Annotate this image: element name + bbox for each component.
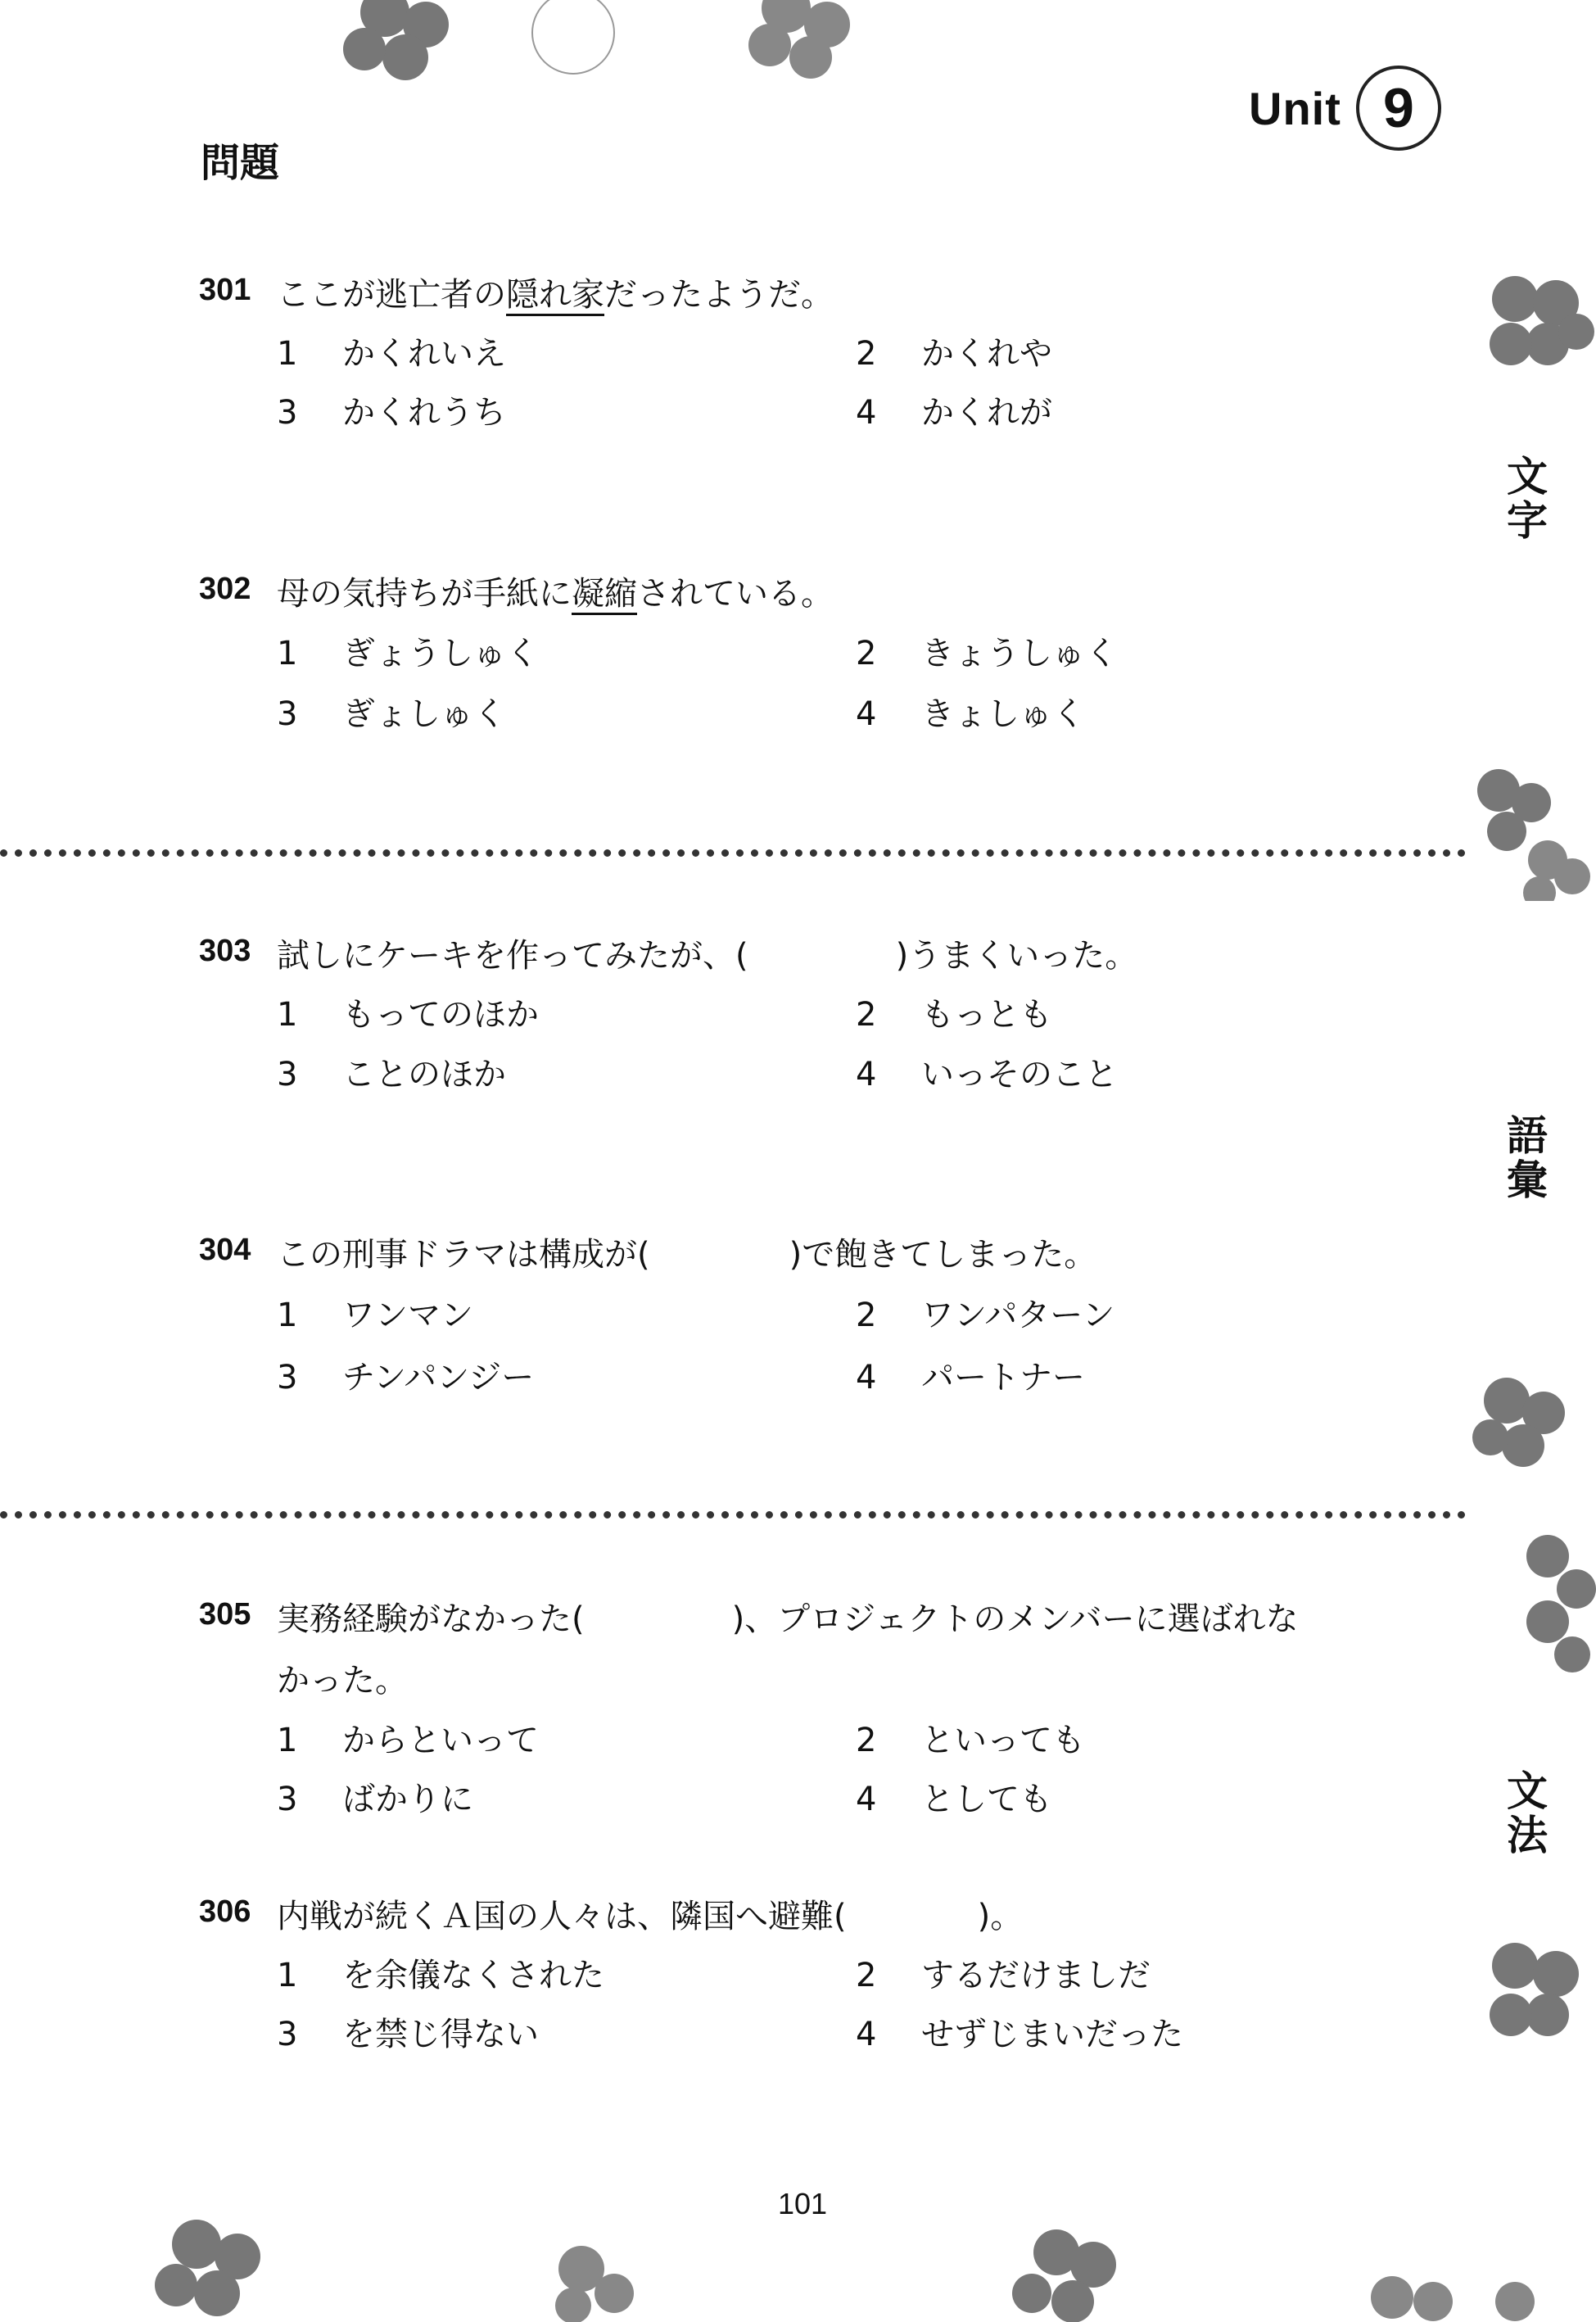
option[interactable]: 3 ぎょしゅく [277, 695, 506, 733]
question-number: 302 [199, 572, 251, 606]
option[interactable]: 1 ワンマン [277, 1297, 473, 1334]
option[interactable]: 1 を余儀なくされた [277, 1957, 604, 1994]
question-text: この刑事ドラマは構成が( )で飽きてしまった。 [277, 1236, 1097, 1274]
underlined-term: 凝縮 [572, 575, 637, 615]
section-label-char: 文 [1507, 1768, 1548, 1815]
section-label-char: 文 [1507, 453, 1548, 500]
question-text: 実務経験がなかった( )、プロジェクトのメンバーに選ばれな [277, 1600, 1299, 1638]
section-label-char: 語 [1507, 1112, 1548, 1160]
option[interactable]: 2 かくれや [856, 335, 1052, 373]
unit-number: 9 [1356, 66, 1441, 151]
option[interactable]: 1 もってのほか [277, 996, 539, 1034]
unit-header [1249, 66, 1441, 151]
section-label [1503, 1114, 1552, 1202]
option[interactable]: 3 ことのほか [277, 1056, 506, 1093]
option[interactable]: 4 パートナー [856, 1359, 1085, 1396]
option[interactable]: 4 かくれが [856, 394, 1052, 432]
option[interactable]: 3 ばかりに [277, 1781, 473, 1818]
unit-label: Unit [1249, 82, 1341, 134]
option[interactable]: 4 としても [856, 1781, 1052, 1818]
option[interactable]: 4 せずじまいだった [856, 2016, 1183, 2053]
flower-decoration-right-1 [1466, 262, 1596, 385]
flower-decoration-bottom [123, 2179, 1589, 2322]
question-text: 内戦が続くＡ国の人々は、隣国へ避難( )。 [277, 1898, 1024, 1935]
option[interactable]: 3 チンパンジー [277, 1359, 535, 1396]
flower-decoration-right-5 [1466, 1933, 1596, 2056]
section-tab-goi [1503, 1114, 1552, 1202]
option[interactable]: 1 からといって [277, 1722, 539, 1759]
page-title: 問題 [201, 140, 280, 186]
option[interactable]: 1 かくれいえ [277, 335, 506, 373]
flower-decoration-top [328, 0, 901, 123]
section-label [1503, 1769, 1552, 1858]
section-tab-bunpou [1503, 1769, 1552, 1858]
option[interactable]: 2 といっても [856, 1722, 1085, 1759]
option[interactable]: 3 かくれうち [277, 394, 506, 432]
option[interactable]: 4 いっそのこと [856, 1056, 1118, 1093]
question-number: 305 [199, 1597, 251, 1632]
section-label [1503, 455, 1552, 543]
option[interactable]: 4 きょしゅく [856, 695, 1085, 733]
option[interactable]: 2 もっとも [856, 996, 1052, 1034]
question-text: 試しにケーキを作ってみたが、( )うまくいった。 [277, 937, 1138, 975]
section-divider [0, 1511, 1466, 1519]
question-text-continued: かった。 [277, 1662, 408, 1700]
option[interactable]: 2 ワンパターン [856, 1297, 1115, 1334]
underlined-term: 隠れ家 [506, 276, 604, 316]
question-number: 301 [199, 273, 251, 307]
section-label-char: 法 [1507, 1812, 1548, 1859]
option[interactable]: 2 するだけましだ [856, 1957, 1151, 1994]
section-label-char: 彙 [1507, 1156, 1548, 1204]
flower-decoration-right-4 [1499, 1523, 1596, 1687]
section-tab-moji [1503, 455, 1552, 543]
section-divider [0, 849, 1466, 857]
flower-decoration-right-3 [1458, 1360, 1596, 1499]
question-text: 母の気持ちが手紙に凝縮されている。 [277, 568, 834, 614]
option[interactable]: 3 を禁じ得ない [277, 2016, 539, 2053]
question-text: ここが逃亡者の隠れ家だったようだ。 [277, 269, 834, 315]
question-number: 306 [199, 1894, 251, 1929]
option[interactable]: 2 きょうしゅく [856, 635, 1118, 672]
option[interactable]: 1 ぎょうしゅく [277, 635, 539, 672]
question-number: 303 [199, 934, 251, 968]
page-number: 101 [778, 2187, 828, 2220]
flower-decoration-right-2 [1449, 754, 1596, 901]
section-label-char: 字 [1507, 497, 1548, 545]
question-number: 304 [199, 1233, 251, 1267]
